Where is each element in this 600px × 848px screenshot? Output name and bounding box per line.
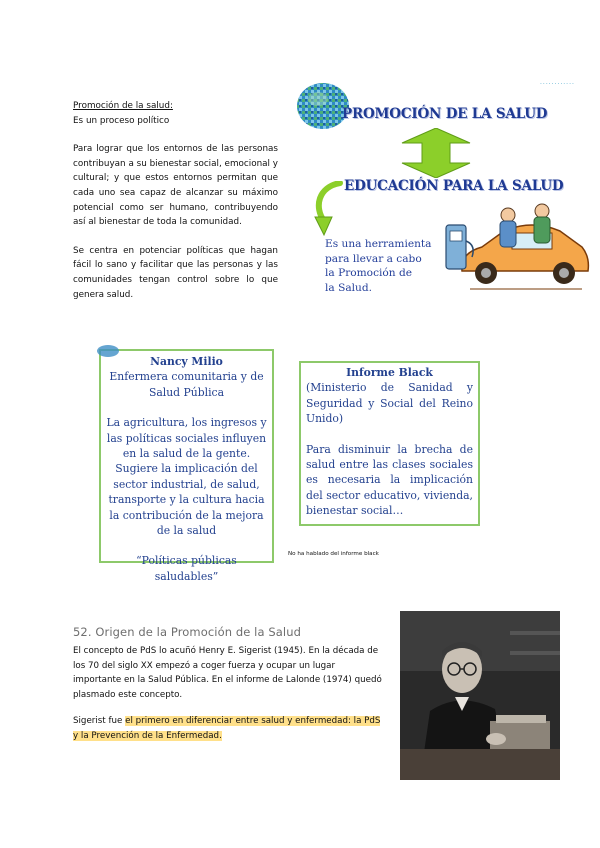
section-52-paragraph1: El concepto de PdS lo acuñó Henry E. Sigerist (1945). En la década de los 70 del siglo XX empezó a coger fuerza y ocupar un lugar importante en la Salud Pública. En el informe de Lalonde (1974) quedó plasmado este concepto. (73, 646, 382, 700)
double-arrow-icon (400, 128, 472, 178)
paragraph-entornos: Para lograr que los entornos de las personas contribuyan a su bienestar social, emocional y cultural; y que estos entornos permitan que cada uno sea capaz de alcanzar su máximo potencial como ser humano, contribuyendo así al bienestar de toda la comunidad. (73, 144, 278, 228)
section-52-paragraph2: Sigerist fue el primero en diferenciar entre salud y enfermedad: la PdS y la Prevención de la Enfermedad. (73, 716, 381, 741)
slide-title-promocion: PROMOCIÓN DE LA SALUD (342, 106, 548, 122)
paragraph-politicas: Se centra en potenciar políticas que hagan fácil lo sano y facilitar que las personas y las comunidades tengan control sobre lo que genera salud. (73, 245, 278, 300)
corner-mark: ............ (540, 79, 575, 86)
box-black-title: Informe Black (346, 366, 433, 379)
section-52-title: 52. Origen de la Promoción de la Salud (73, 625, 302, 639)
globe-corner-icon (97, 345, 119, 357)
curved-arrow-icon (310, 181, 346, 237)
handwritten-note: No ha hablado del informe black (288, 551, 379, 557)
sigerist-photo (400, 611, 560, 780)
car-mechanics-illustration (442, 201, 592, 301)
sigerist-portrait-image (400, 611, 560, 780)
box-milio-paragraph: La agricultura, los ingresos y las políticas sociales influyen en la salud de la gente. Sugiere la implicación del sector industrial, de salud, transporte y la cultura hacia la contribución de la mejora de la salud (106, 416, 267, 538)
box-nancy-milio (99, 349, 274, 583)
section-heading: Promoción de la salud: (73, 101, 173, 111)
box-milio-quote: “Políticas públicas saludables” (136, 554, 237, 583)
slide-body-text: Es una herramienta para llevar a cabo la Promoción de la Salud. (325, 238, 432, 294)
slide-title-educacion: EDUCACIÓN PARA LA SALUD (344, 178, 564, 194)
section-subheading: Es un proceso político (73, 115, 170, 126)
section-52-body (73, 644, 386, 744)
box-milio-title: Nancy Milio (150, 355, 223, 368)
slide-promocion-educacion (296, 81, 596, 301)
box-milio-role-line2: Salud Pública (148, 385, 225, 399)
box-black-paragraph: Para disminuir la brecha de salud entre las clases sociales es necesaria la implicación del sector educativo, vivienda, bienestar social… (306, 442, 473, 518)
box-milio-role-line1: Enfermera comunitaria y de (109, 370, 264, 384)
box-informe-black (299, 361, 480, 526)
left-text-column (73, 99, 278, 302)
box-black-subtitle: (Ministerio de Sanidad y Seguridad y Social del Reino Unido) (306, 381, 473, 426)
